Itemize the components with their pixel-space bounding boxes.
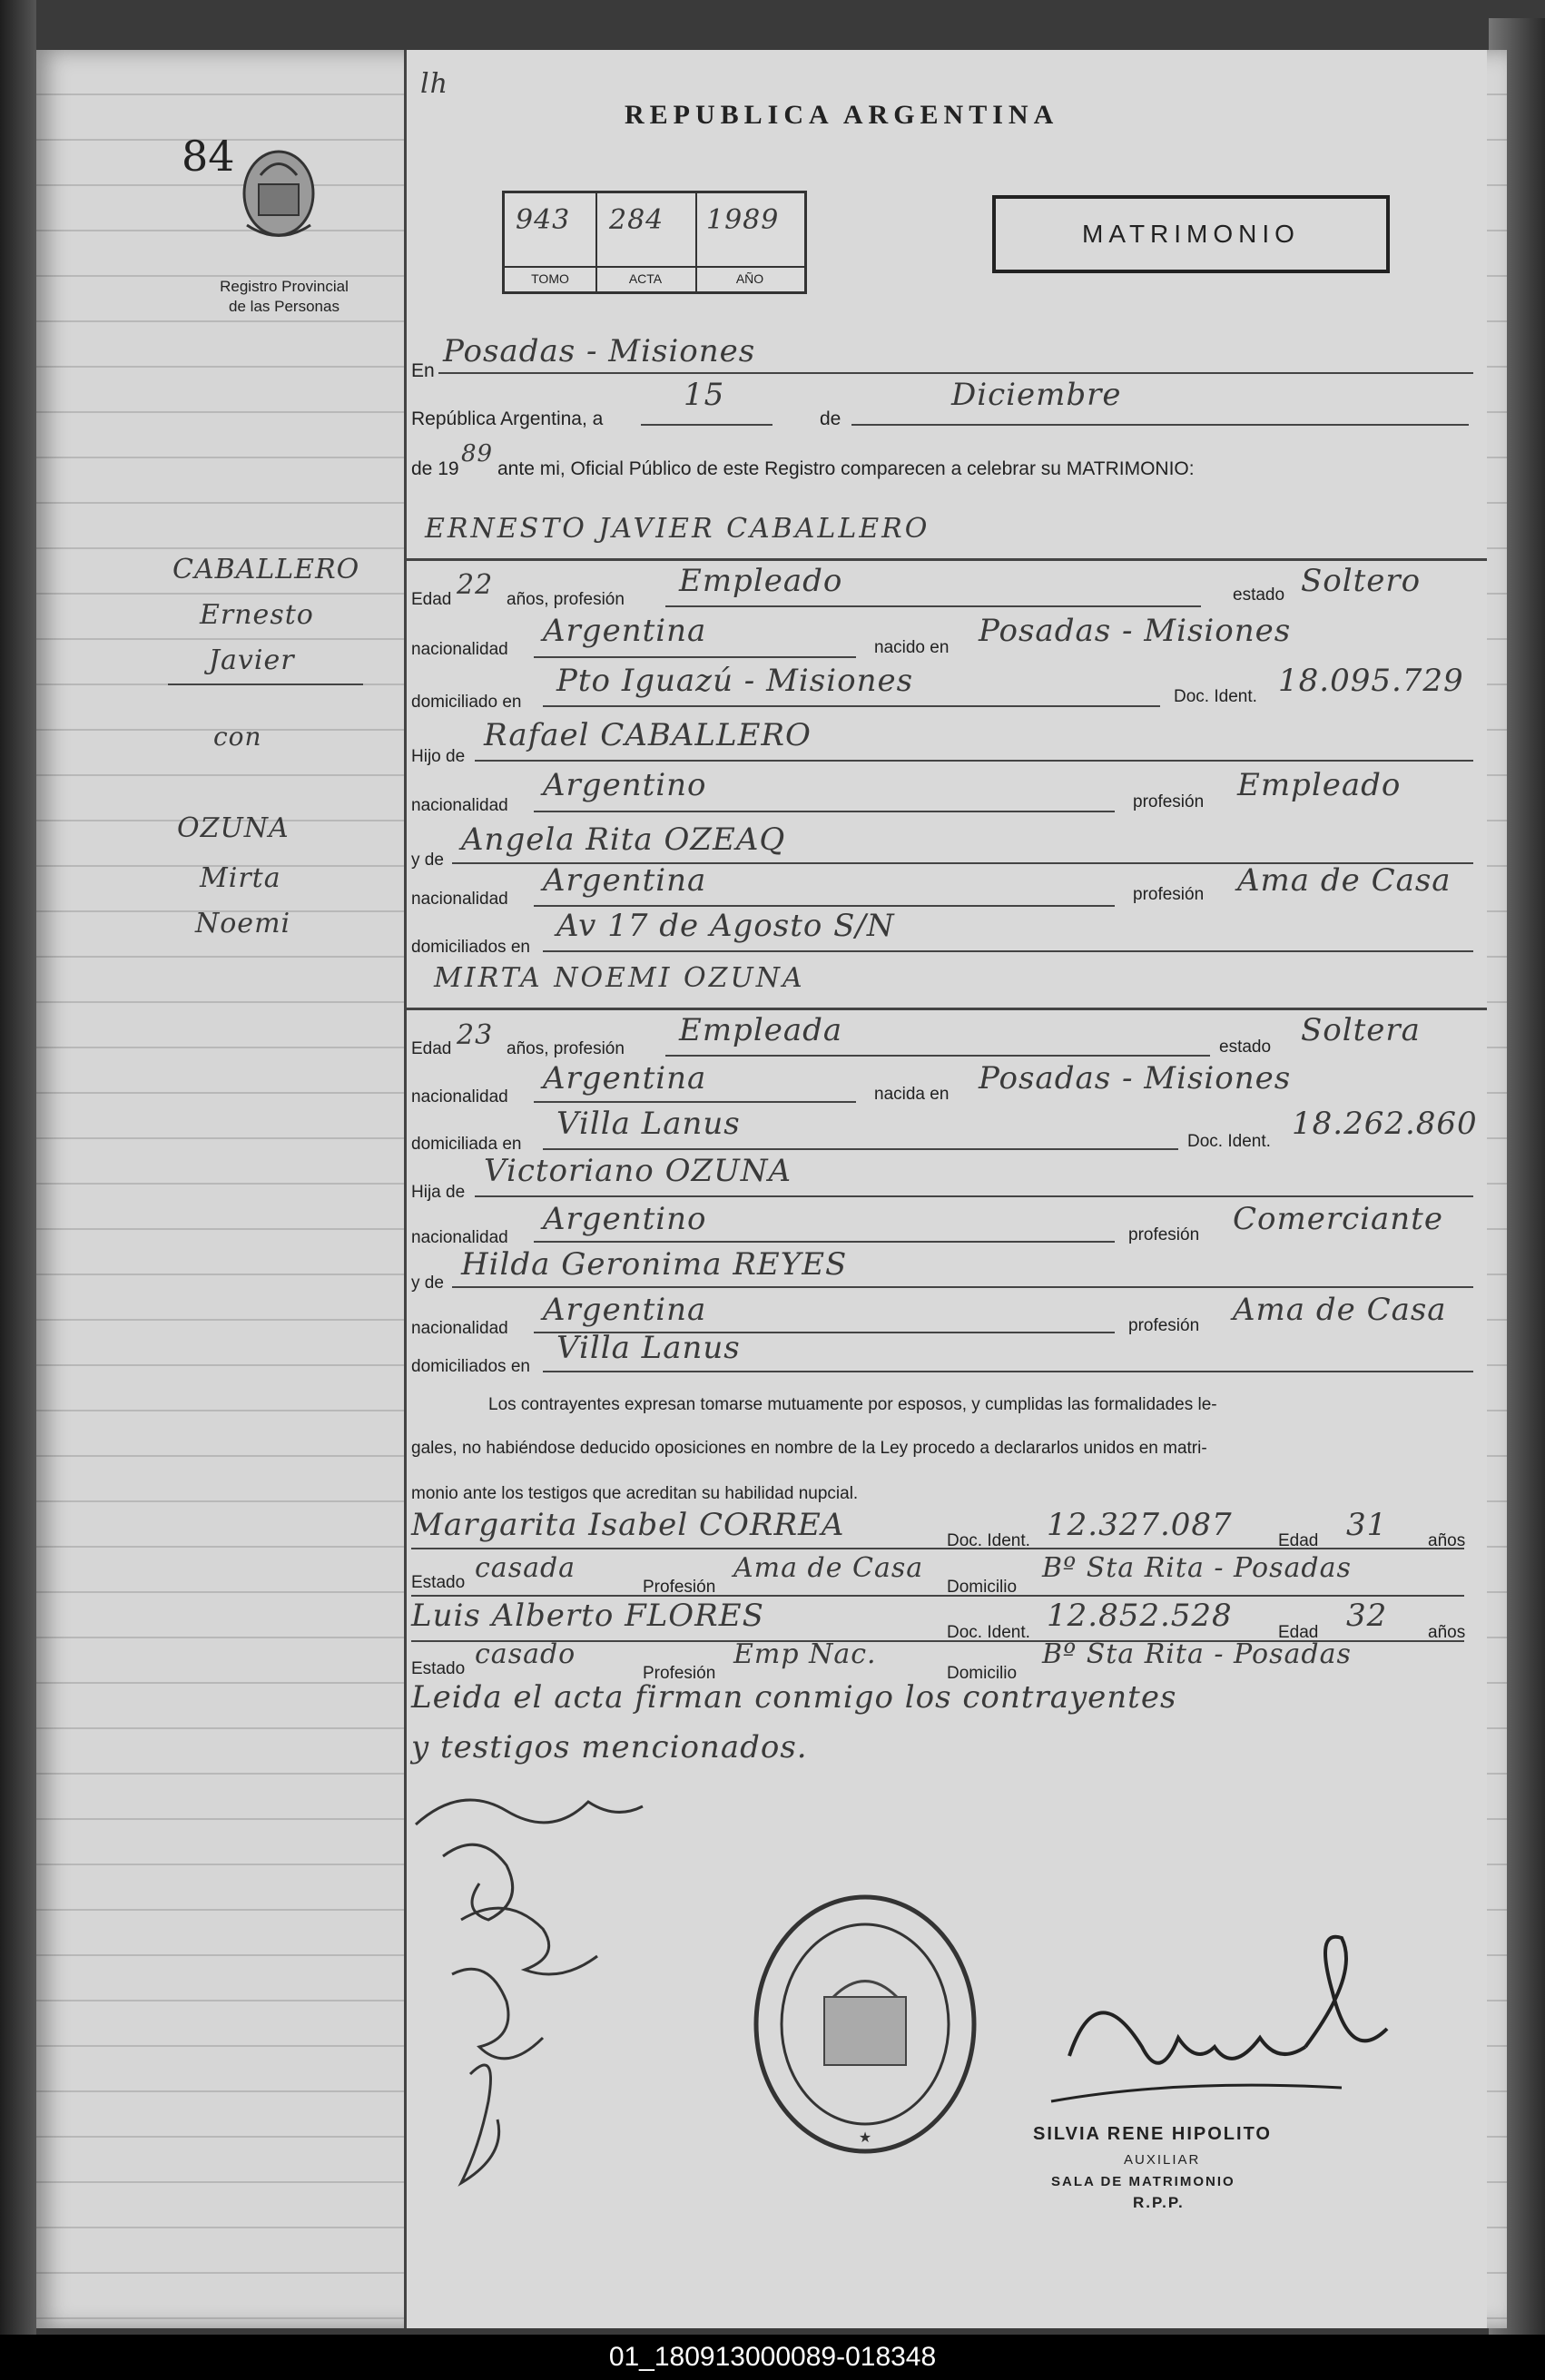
official-title: AUXILIAR — [1124, 2152, 1201, 2168]
bride-padre: Victoriano OZUNA — [484, 1153, 792, 1189]
place-label: En — [411, 360, 435, 381]
tomo-value: 943 — [516, 204, 571, 236]
bride-profesion: Empleada — [679, 1012, 843, 1048]
groom-padres-dom-label: domiciliados en — [411, 938, 530, 957]
closing-note-line-2: y testigos mencionados. — [411, 1729, 808, 1765]
date-day: 15 — [684, 377, 725, 413]
coat-of-arms-icon — [229, 139, 329, 248]
witness1-estado: casada — [475, 1552, 576, 1584]
groom-madre-prof-label: profesión — [1133, 885, 1205, 904]
official-org: R.P.P. — [1133, 2194, 1185, 2211]
groom-doc-label: Doc. Ident. — [1174, 687, 1257, 706]
groom-edad-label: Edad — [411, 590, 452, 609]
margin-groom-first: Ernesto — [200, 599, 314, 631]
country-title: REPUBLICA ARGENTINA — [625, 100, 1059, 130]
bride-padre-underline — [475, 1195, 1473, 1197]
record-ref-box — [502, 191, 807, 294]
groom-padre-underline — [475, 760, 1473, 762]
margin-groom-second: Javier — [209, 644, 295, 676]
groom-nac-label: nacionalidad — [411, 640, 508, 659]
bride-padres-dom-underline — [543, 1371, 1473, 1372]
bride-madre-nac: Argentina — [543, 1292, 707, 1328]
declaration-line-3: monio ante los testigos que acreditan su habilidad nupcial. — [411, 1484, 859, 1503]
groom-madre: Angela Rita OZEAQ — [461, 821, 786, 858]
groom-padre-prof-label: profesión — [1133, 792, 1205, 811]
day-underline — [641, 424, 772, 426]
witness1-anios-label: años — [1428, 1531, 1466, 1550]
image-caption: 01_180913000089-018348 — [0, 2335, 1545, 2380]
groom-padre-nac-underline — [534, 811, 1115, 812]
margin-bride-first: Mirta — [200, 862, 281, 894]
bride-nac-underline — [534, 1101, 856, 1103]
margin-column — [36, 50, 399, 2328]
closing-note-line-1: Leida el acta firman conmigo los contrayentes — [411, 1679, 1177, 1716]
page-number: 84 — [182, 132, 235, 181]
bride-nacida: Posadas - Misiones — [979, 1060, 1292, 1097]
declaration-line-1: Los contrayentes expresan tomarse mutuamente por esposos, y cumplidas las formalidades le- — [488, 1395, 1217, 1414]
acta-value: 284 — [609, 204, 664, 236]
bride-edad: 23 — [457, 1019, 494, 1051]
witness1-edad: 31 — [1346, 1507, 1388, 1543]
bride-doc: 18.262.860 — [1292, 1106, 1478, 1142]
groom-nacionalidad: Argentina — [543, 613, 707, 649]
witness2-name: Luis Alberto FLORES — [411, 1598, 764, 1634]
bride-name-separator — [407, 1008, 1487, 1010]
date-year-prefix: de 19 — [411, 458, 459, 479]
groom-profesion: Empleado — [679, 563, 843, 599]
witness2-estado-label: Estado — [411, 1659, 466, 1678]
official-signature — [1042, 1920, 1405, 2138]
groom-dom-underline — [543, 705, 1160, 707]
groom-madre-prof: Ama de Casa — [1237, 862, 1452, 899]
groom-madre-nac: Argentina — [543, 862, 707, 899]
bride-edad-label: Edad — [411, 1039, 452, 1058]
groom-nac-underline — [534, 656, 856, 658]
groom-domicilio: Pto Iguazú - Misiones — [556, 663, 914, 699]
groom-padre-nac-label: nacionalidad — [411, 796, 508, 815]
date-prefix: República Argentina, a — [411, 408, 604, 429]
bride-nacida-label: nacida en — [874, 1085, 950, 1104]
witness1-name: Margarita Isabel CORREA — [411, 1507, 845, 1543]
signatures-left — [407, 1775, 679, 2228]
bride-madre-underline — [452, 1286, 1473, 1288]
margin-bride-surname: OZUNA — [177, 812, 290, 844]
margin-underline — [168, 684, 363, 685]
witness2-doc: 12.852.528 — [1047, 1598, 1233, 1634]
groom-name-separator — [407, 558, 1487, 561]
groom-edad: 22 — [457, 569, 494, 601]
groom-madre-label: y de — [411, 851, 444, 870]
groom-padre-prof: Empleado — [1237, 767, 1402, 803]
bride-dom-underline — [543, 1148, 1178, 1150]
witness2-edad: 32 — [1346, 1598, 1388, 1634]
bride-madre-prof-label: profesión — [1128, 1316, 1200, 1335]
groom-prof-underline — [665, 605, 1201, 607]
date-de: de — [820, 408, 841, 429]
date-month: Diciembre — [951, 377, 1122, 413]
bride-dom-label: domiciliada en — [411, 1135, 522, 1154]
witness1-edad-label: Edad — [1278, 1531, 1319, 1550]
witness1-profesion: Ama de Casa — [733, 1552, 924, 1584]
bride-estado: Soltera — [1301, 1012, 1421, 1048]
declaration-line-2: gales, no habiéndose deducido oposiciones en nombre de la Ley procedo a declararlos unidos en matri- — [411, 1439, 1207, 1458]
witness1-doc-label: Doc. Ident. — [947, 1531, 1030, 1550]
bride-prof-underline — [665, 1055, 1210, 1057]
groom-doc: 18.095.729 — [1278, 663, 1464, 699]
header-mark: lh — [420, 68, 448, 100]
groom-dom-label: domiciliado en — [411, 693, 522, 712]
witness1-detail-underline — [411, 1595, 1464, 1597]
date-suffix: ante mi, Oficial Público de este Registro comparecen a celebrar su MATRIMONIO: — [497, 458, 1195, 479]
groom-madre-nac-label: nacionalidad — [411, 890, 508, 909]
bride-padre-nac-underline — [534, 1241, 1115, 1243]
bride-padre-prof: Comerciante — [1233, 1201, 1443, 1237]
witness2-profesion: Emp Nac. — [733, 1638, 877, 1670]
groom-padres-dom-underline — [543, 950, 1473, 952]
official-name: SILVIA RENE HIPOLITO — [1033, 2124, 1272, 2144]
bride-padre-nac: Argentino — [543, 1201, 707, 1237]
svg-text:★: ★ — [858, 2130, 872, 2146]
tomo-cell — [505, 193, 597, 291]
witness2-dom-label: Domicilio — [947, 1664, 1018, 1683]
tomo-label: TOMO — [505, 266, 595, 286]
bride-estado-label: estado — [1219, 1038, 1272, 1057]
groom-nacido-label: nacido en — [874, 638, 950, 657]
bride-padre-prof-label: profesión — [1128, 1225, 1200, 1244]
official-seal — [747, 1888, 983, 2160]
bride-padre-nac-label: nacionalidad — [411, 1228, 508, 1247]
margin-con: con — [213, 722, 262, 752]
date-year-suffix: 89 — [461, 440, 494, 467]
witness2-edad-label: Edad — [1278, 1623, 1319, 1642]
bride-full-name: MIRTA NOEMI OZUNA — [434, 962, 805, 994]
groom-estado: Soltero — [1301, 563, 1422, 599]
bride-domicilio: Villa Lanus — [556, 1106, 741, 1142]
margin-groom-surname: CABALLERO — [172, 554, 360, 585]
witness1-domicilio: Bº Sta Rita - Posadas — [1042, 1552, 1352, 1584]
groom-padre-nac: Argentino — [543, 767, 707, 803]
bride-madre: Hilda Geronima REYES — [461, 1246, 848, 1283]
witness1-dom-label: Domicilio — [947, 1578, 1018, 1597]
book-spine-edge — [0, 0, 36, 2380]
groom-estado-label: estado — [1233, 585, 1285, 605]
witness1-profesion-label: Profesión — [643, 1578, 716, 1597]
acta-cell — [595, 193, 697, 291]
bride-padres-dom-label: domiciliados en — [411, 1357, 530, 1376]
anio-value: 1989 — [706, 204, 780, 236]
register-page — [36, 50, 1507, 2328]
bride-nacionalidad: Argentina — [543, 1060, 707, 1097]
anio-label: AÑO — [695, 266, 804, 286]
groom-padre: Rafael CABALLERO — [484, 717, 812, 753]
witness2-profesion-label: Profesión — [643, 1664, 716, 1683]
bride-madre-label: y de — [411, 1274, 444, 1293]
witness2-anios-label: años — [1428, 1623, 1466, 1642]
margin-bride-second: Noemi — [195, 908, 291, 939]
witness2-doc-label: Doc. Ident. — [947, 1623, 1030, 1642]
groom-anios-profesion-label: años, profesión — [507, 590, 625, 609]
registry-name: Registro Provincial de las Personas — [220, 278, 349, 315]
witness2-domicilio: Bº Sta Rita - Posadas — [1042, 1638, 1352, 1670]
main-column — [404, 50, 1487, 2328]
groom-full-name: ERNESTO JAVIER CABALLERO — [425, 513, 930, 545]
month-underline — [851, 424, 1469, 426]
bride-padres-dom: Villa Lanus — [556, 1330, 741, 1366]
groom-nacido: Posadas - Misiones — [979, 613, 1292, 649]
groom-hijo-label: Hijo de — [411, 747, 466, 766]
bride-hija-label: Hija de — [411, 1183, 466, 1202]
bride-anios-profesion-label: años, profesión — [507, 1039, 625, 1058]
record-type-box: MATRIMONIO — [992, 195, 1390, 273]
witness1-doc: 12.327.087 — [1047, 1507, 1233, 1543]
place-value: Posadas - Misiones — [443, 333, 756, 369]
place-underline — [438, 372, 1473, 374]
witness1-estado-label: Estado — [411, 1573, 466, 1592]
bride-doc-label: Doc. Ident. — [1187, 1132, 1271, 1151]
official-office: SALA DE MATRIMONIO — [1051, 2174, 1235, 2189]
acta-label: ACTA — [595, 266, 695, 286]
groom-padres-dom: Av 17 de Agosto S/N — [556, 908, 895, 944]
witness2-estado: casado — [475, 1638, 576, 1670]
bride-madre-nac-label: nacionalidad — [411, 1319, 508, 1338]
bride-nac-label: nacionalidad — [411, 1087, 508, 1106]
bride-madre-prof: Ama de Casa — [1233, 1292, 1447, 1328]
groom-madre-nac-underline — [534, 905, 1115, 907]
anio-cell — [695, 193, 804, 291]
